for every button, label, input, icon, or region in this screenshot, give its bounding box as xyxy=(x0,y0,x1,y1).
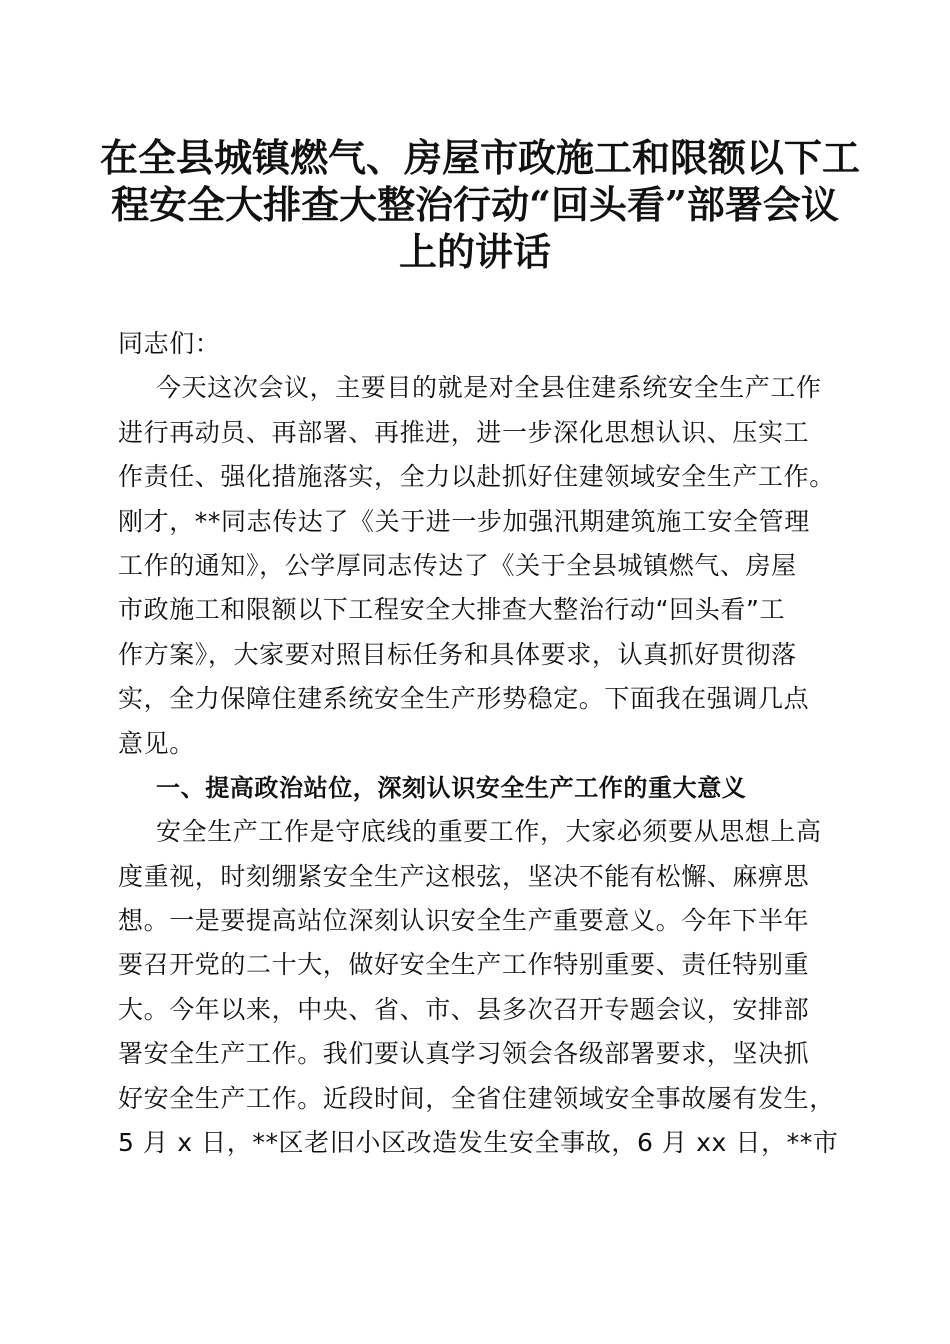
paragraph-line: 署安全生产工作。我们要认真学习领会各级部署要求，坚决抓 xyxy=(118,1039,810,1069)
paragraph-line: 大。今年以来，中央、省、市、县多次召开专题会议，安排部 xyxy=(118,994,810,1024)
paragraph-line: 想。一是要提高站位深刻认识安全生产重要意义。今年下半年 xyxy=(118,906,810,936)
section-heading: 一、提高政治站位，深刻认识安全生产工作的重大意义 xyxy=(156,773,747,802)
title-line: 上的讲话 xyxy=(398,229,551,274)
paragraph-line: 刚才，**同志传达了《关于进一步加强汛期建筑施工安全管理 xyxy=(118,506,810,536)
paragraph-line: 度重视，时刻绷紧安全生产这根弦，坚决不能有松懈、麻痹思 xyxy=(118,861,810,891)
paragraph-line: 实，全力保障住建系统安全生产形势稳定。下面我在强调几点 xyxy=(118,684,810,714)
paragraph-line: 作方案》，大家要对照目标任务和具体要求，认真抓好贯彻落 xyxy=(118,639,797,669)
paragraph-line: 市政施工和限额以下工程安全大排查大整治行动“回头看”工 xyxy=(118,595,786,625)
paragraph-line: 进行再动员、再部署、再推进，进一步深化思想认识、压实工 xyxy=(118,417,810,447)
paragraph-opening xyxy=(118,366,838,766)
paragraph-line: 意见。 xyxy=(118,728,195,758)
paragraph-line: 要召开党的二十大，做好安全生产工作特别重要、责任特别重 xyxy=(118,950,810,980)
paragraph-line: 好安全生产工作。近段时间，全省住建领域安全事故屡有发生， xyxy=(118,1083,835,1113)
paragraph-line: 5 月 x 日，**区老旧小区改造发生安全事故，6 月 xx 日，**市 xyxy=(118,1128,839,1158)
paragraph-line: 今天这次会议，主要目的就是对全县住建系统安全生产工作 xyxy=(156,373,822,403)
paragraph-section-one xyxy=(118,810,838,1165)
paragraph-line: 安全生产工作是守底线的重要工作，大家必须要从思想上高 xyxy=(156,817,822,847)
paragraph-line: 作责任、强化措施落实，全力以赴抓好住建领域安全生产工作。 xyxy=(118,462,835,492)
document-title xyxy=(100,134,861,275)
title-line: 程安全大排查大整治行动“回头看”部署会议 xyxy=(111,182,839,227)
salutation: 同志们： xyxy=(118,329,221,358)
title-line: 在全县城镇燃气、房屋市政施工和限额以下工 xyxy=(100,135,861,180)
document-body xyxy=(118,322,838,1165)
paragraph-line: 工作的通知》，公学厚同志传达了《关于全县城镇燃气、房屋 xyxy=(118,550,797,580)
